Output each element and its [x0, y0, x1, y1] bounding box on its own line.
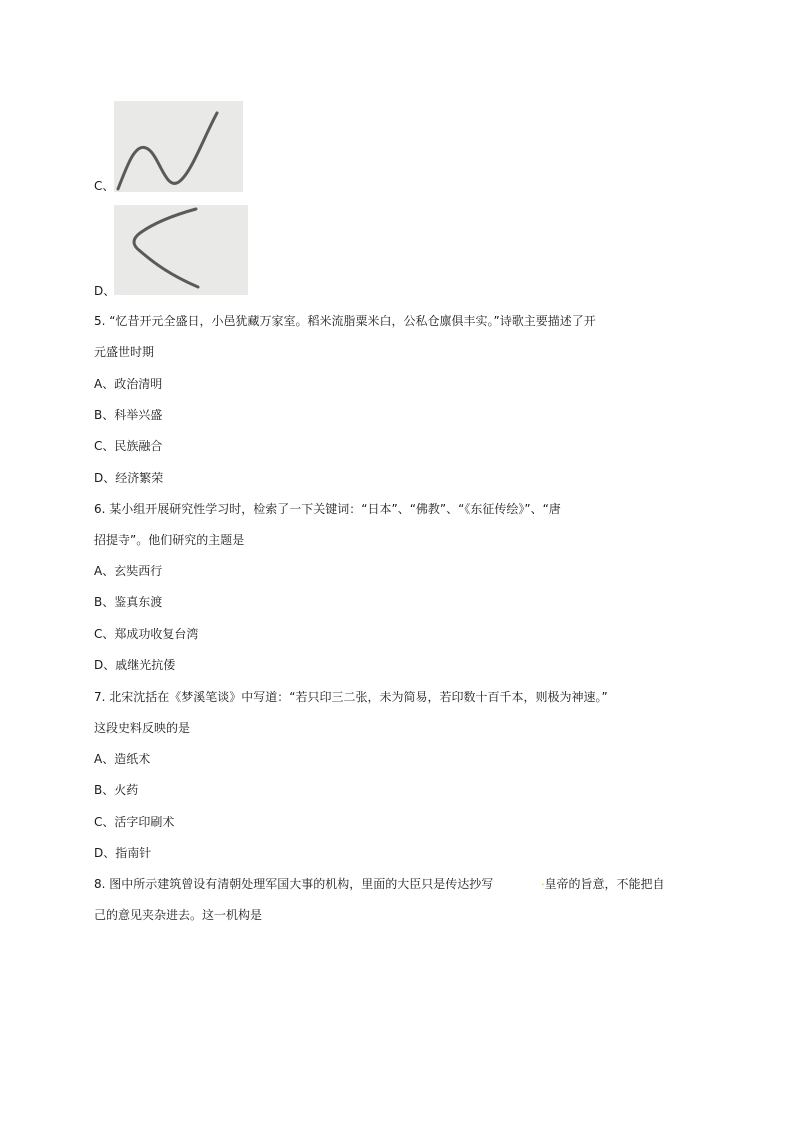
q6-stem-line2: 招提寺”。他们研究的主题是: [94, 533, 245, 547]
option-c-curve-image: [114, 101, 243, 192]
q8-mark-dot: ·: [541, 880, 545, 891]
q7-option-d: D、指南针: [94, 846, 152, 860]
q5-option-a: A、政治清明: [94, 377, 163, 391]
q6-option-a: A、玄奘西行: [94, 564, 163, 578]
q6-stem-line1: 6. 某小组开展研究性学习时，检索了一下关键词：“日本”、“佛教”、“《东征传绘》”、“唐: [94, 502, 561, 516]
q5-stem-line1: 5. “忆昔开元全盛日，小邑犹藏万家室。稻米流脂粟米白，公私仓廪俱丰实。”诗歌主要描述了开: [94, 314, 596, 328]
q7-option-a: A、造纸术: [94, 752, 151, 766]
q5-option-d: D、经济繁荣: [94, 471, 164, 485]
q5-option-c: C、民族融合: [94, 439, 163, 453]
q8-stem-line1: [94, 876, 664, 894]
option-c-figure-label: C、: [94, 179, 115, 193]
option-d-curve-image: [114, 205, 248, 295]
q8-stem-line2: 己的意见夹杂进去。这一机构是: [94, 908, 263, 922]
q5-stem-line2: 元盛世时期: [94, 345, 155, 359]
q7-option-b: B、火药: [94, 783, 139, 797]
q6-option-d: D、戚继光抗倭: [94, 658, 176, 672]
q8-stem-line1-part2: 皇帝的旨意，不能把自: [544, 877, 665, 891]
q5-option-b: B、科举兴盛: [94, 408, 163, 422]
q6-option-c: C、郑成功收复台湾: [94, 627, 199, 641]
q7-option-c: C、活字印刷术: [94, 815, 175, 829]
q6-option-b: B、鉴真东渡: [94, 595, 163, 609]
q8-stem-line1-part1: 8. 图中所示建筑曾设有清朝处理军国大事的机构，里面的大臣只是传达抄写: [94, 877, 494, 891]
option-d-figure-label: D、: [94, 284, 116, 298]
q7-stem-line2: 这段史料反映的是: [94, 721, 191, 735]
q7-stem-line1: 7. 北宋沈括在《梦溪笔谈》中写道：“若只印三二张，未为简易，若印数十百千本，则极为神速。”: [94, 690, 608, 704]
